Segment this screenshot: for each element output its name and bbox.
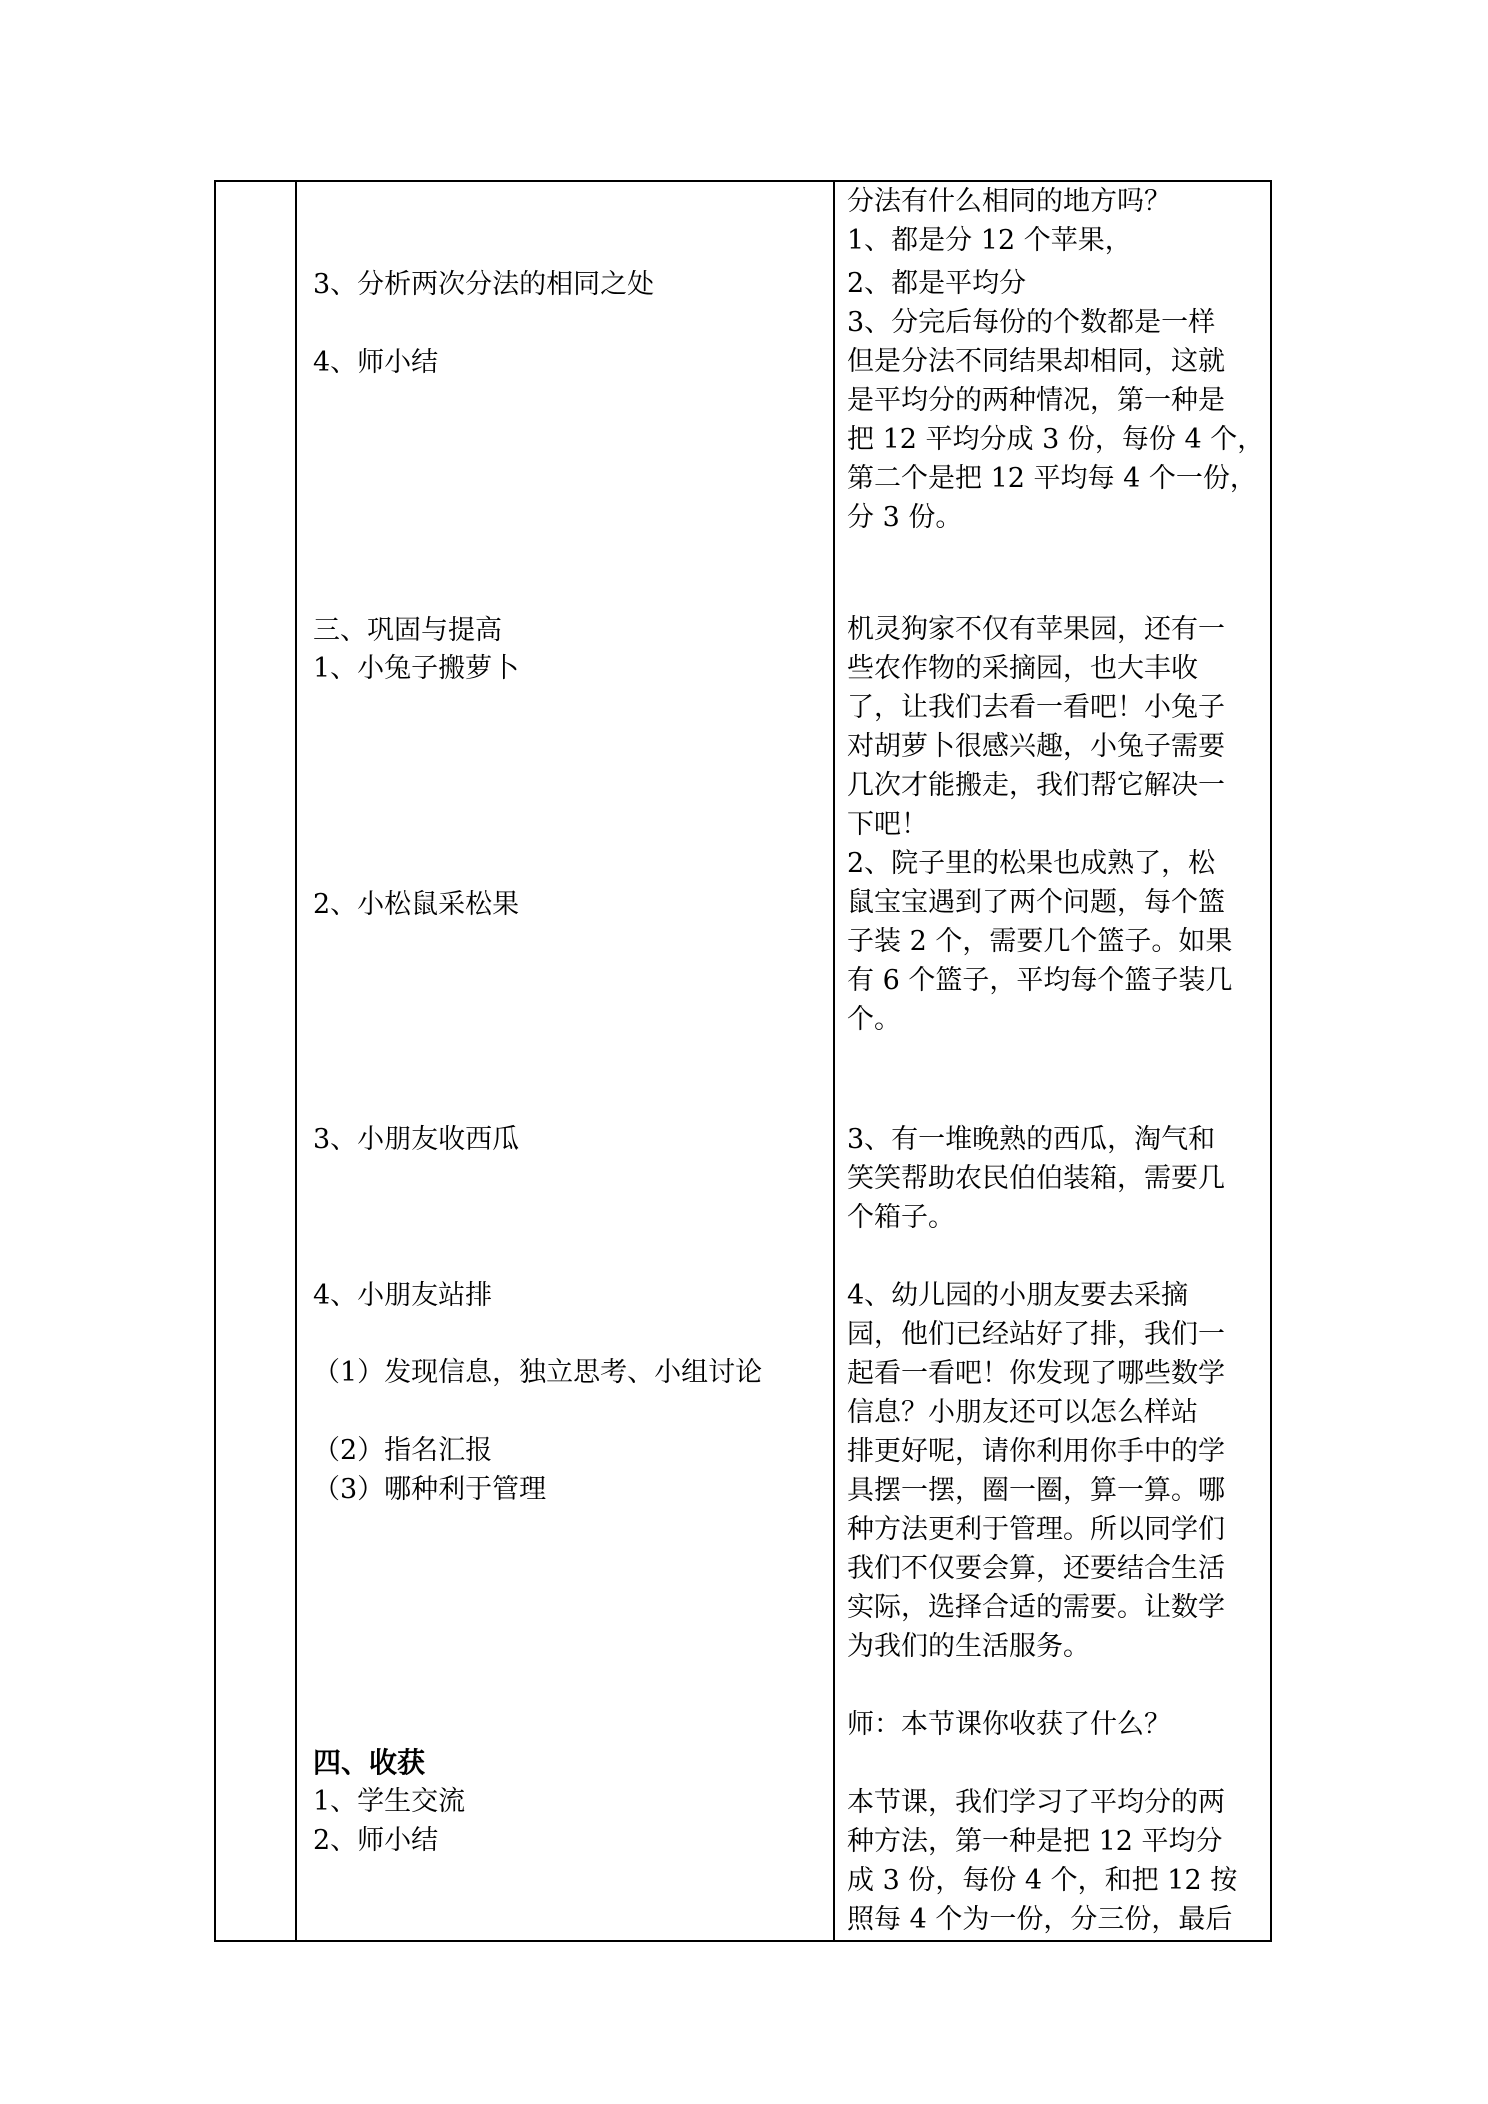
step-line: 1、学生交流 <box>313 1786 466 1817</box>
content-line: 3、有一堆晚熟的西瓜，淘气和 <box>847 1124 1216 1155</box>
content-line: 个箱子。 <box>847 1202 955 1233</box>
content-line: 园，他们已经站好了排，我们一 <box>847 1319 1225 1350</box>
table-left-border <box>214 180 216 1942</box>
content-line: 3、分完后每份的个数都是一样 <box>847 307 1216 338</box>
content-line: 起看一看吧！你发现了哪些数学 <box>847 1358 1225 1389</box>
content-line: 机灵狗家不仅有苹果园，还有一 <box>847 614 1225 645</box>
content-line: 把 12 平均分成 3 份，每份 4 个， <box>847 424 1265 455</box>
content-line: 笑笑帮助农民伯伯装箱，需要几 <box>847 1163 1225 1194</box>
step-line: （2）指名汇报 <box>313 1435 493 1466</box>
content-line: 但是分法不同结果却相同，这就 <box>847 346 1225 377</box>
content-line: 对胡萝卜很感兴趣，小兔子需要 <box>847 731 1225 762</box>
content-line: 第二个是把 12 平均每 4 个一份， <box>847 463 1257 494</box>
content-line: 照每 4 个为一份，分三份，最后 <box>847 1904 1233 1935</box>
content-line: 本节课，我们学习了平均分的两 <box>847 1787 1225 1818</box>
content-column <box>835 182 1269 1940</box>
content-line: 实际，选择合适的需要。让数学 <box>847 1592 1225 1623</box>
content-line: 2、都是平均分 <box>847 268 1027 299</box>
content-line: 为我们的生活服务。 <box>847 1631 1090 1662</box>
step-line: 2、师小结 <box>313 1825 439 1856</box>
step-line: 3、小朋友收西瓜 <box>313 1124 520 1155</box>
step-line: （3）哪种利于管理 <box>313 1474 547 1505</box>
content-line: 个。 <box>847 1004 901 1035</box>
step-line: 4、师小结 <box>313 347 439 378</box>
content-line: 几次才能搬走，我们帮它解决一 <box>847 770 1225 801</box>
step-line: 3、分析两次分法的相同之处 <box>313 269 655 300</box>
content-line: 信息？小朋友还可以怎么样站 <box>847 1397 1198 1428</box>
content-line: 有 6 个篮子，平均每个篮子装几 <box>847 965 1233 996</box>
content-line: 分法有什么相同的地方吗？ <box>847 186 1171 217</box>
content-line: 下吧！ <box>847 809 928 840</box>
content-line: 1、都是分 12 个苹果， <box>847 225 1132 256</box>
section-heading: 四、收获 <box>313 1746 426 1779</box>
table-right-border <box>1270 180 1272 1942</box>
steps-column <box>297 182 831 1940</box>
content-line: 种方法更利于管理。所以同学们 <box>847 1514 1225 1545</box>
content-line: 种方法，第一种是把 12 平均分 <box>847 1826 1223 1857</box>
content-line: 具摆一摆，圈一圈，算一算。哪 <box>847 1475 1225 1506</box>
step-line: 1、小兔子搬萝卜 <box>313 653 520 684</box>
content-line: 4、幼儿园的小朋友要去采摘 <box>847 1280 1189 1311</box>
content-line: 师：本节课你收获了什么？ <box>847 1709 1171 1740</box>
content-line: 分 3 份。 <box>847 502 963 533</box>
content-line: 了，让我们去看一看吧！小兔子 <box>847 692 1225 723</box>
content-line: 些农作物的采摘园，也大丰收 <box>847 653 1198 684</box>
content-line: 鼠宝宝遇到了两个问题，每个篮 <box>847 887 1225 918</box>
step-line: （1）发现信息，独立思考、小组讨论 <box>313 1357 763 1388</box>
step-line: 2、小松鼠采松果 <box>313 889 520 920</box>
content-line: 我们不仅要会算，还要结合生活 <box>847 1553 1225 1584</box>
content-line: 子装 2 个，需要几个篮子。如果 <box>847 926 1233 957</box>
content-line: 2、院子里的松果也成熟了，松 <box>847 848 1216 879</box>
content-line: 排更好呢，请你利用你手中的学 <box>847 1436 1225 1467</box>
table-bottom-border <box>214 1940 1272 1942</box>
step-line: 4、小朋友站排 <box>313 1280 493 1311</box>
content-line: 成 3 份，每份 4 个，和把 12 按 <box>847 1865 1238 1896</box>
content-line: 是平均分的两种情况，第一种是 <box>847 385 1225 416</box>
section-heading: 三、巩固与提高 <box>313 615 502 646</box>
